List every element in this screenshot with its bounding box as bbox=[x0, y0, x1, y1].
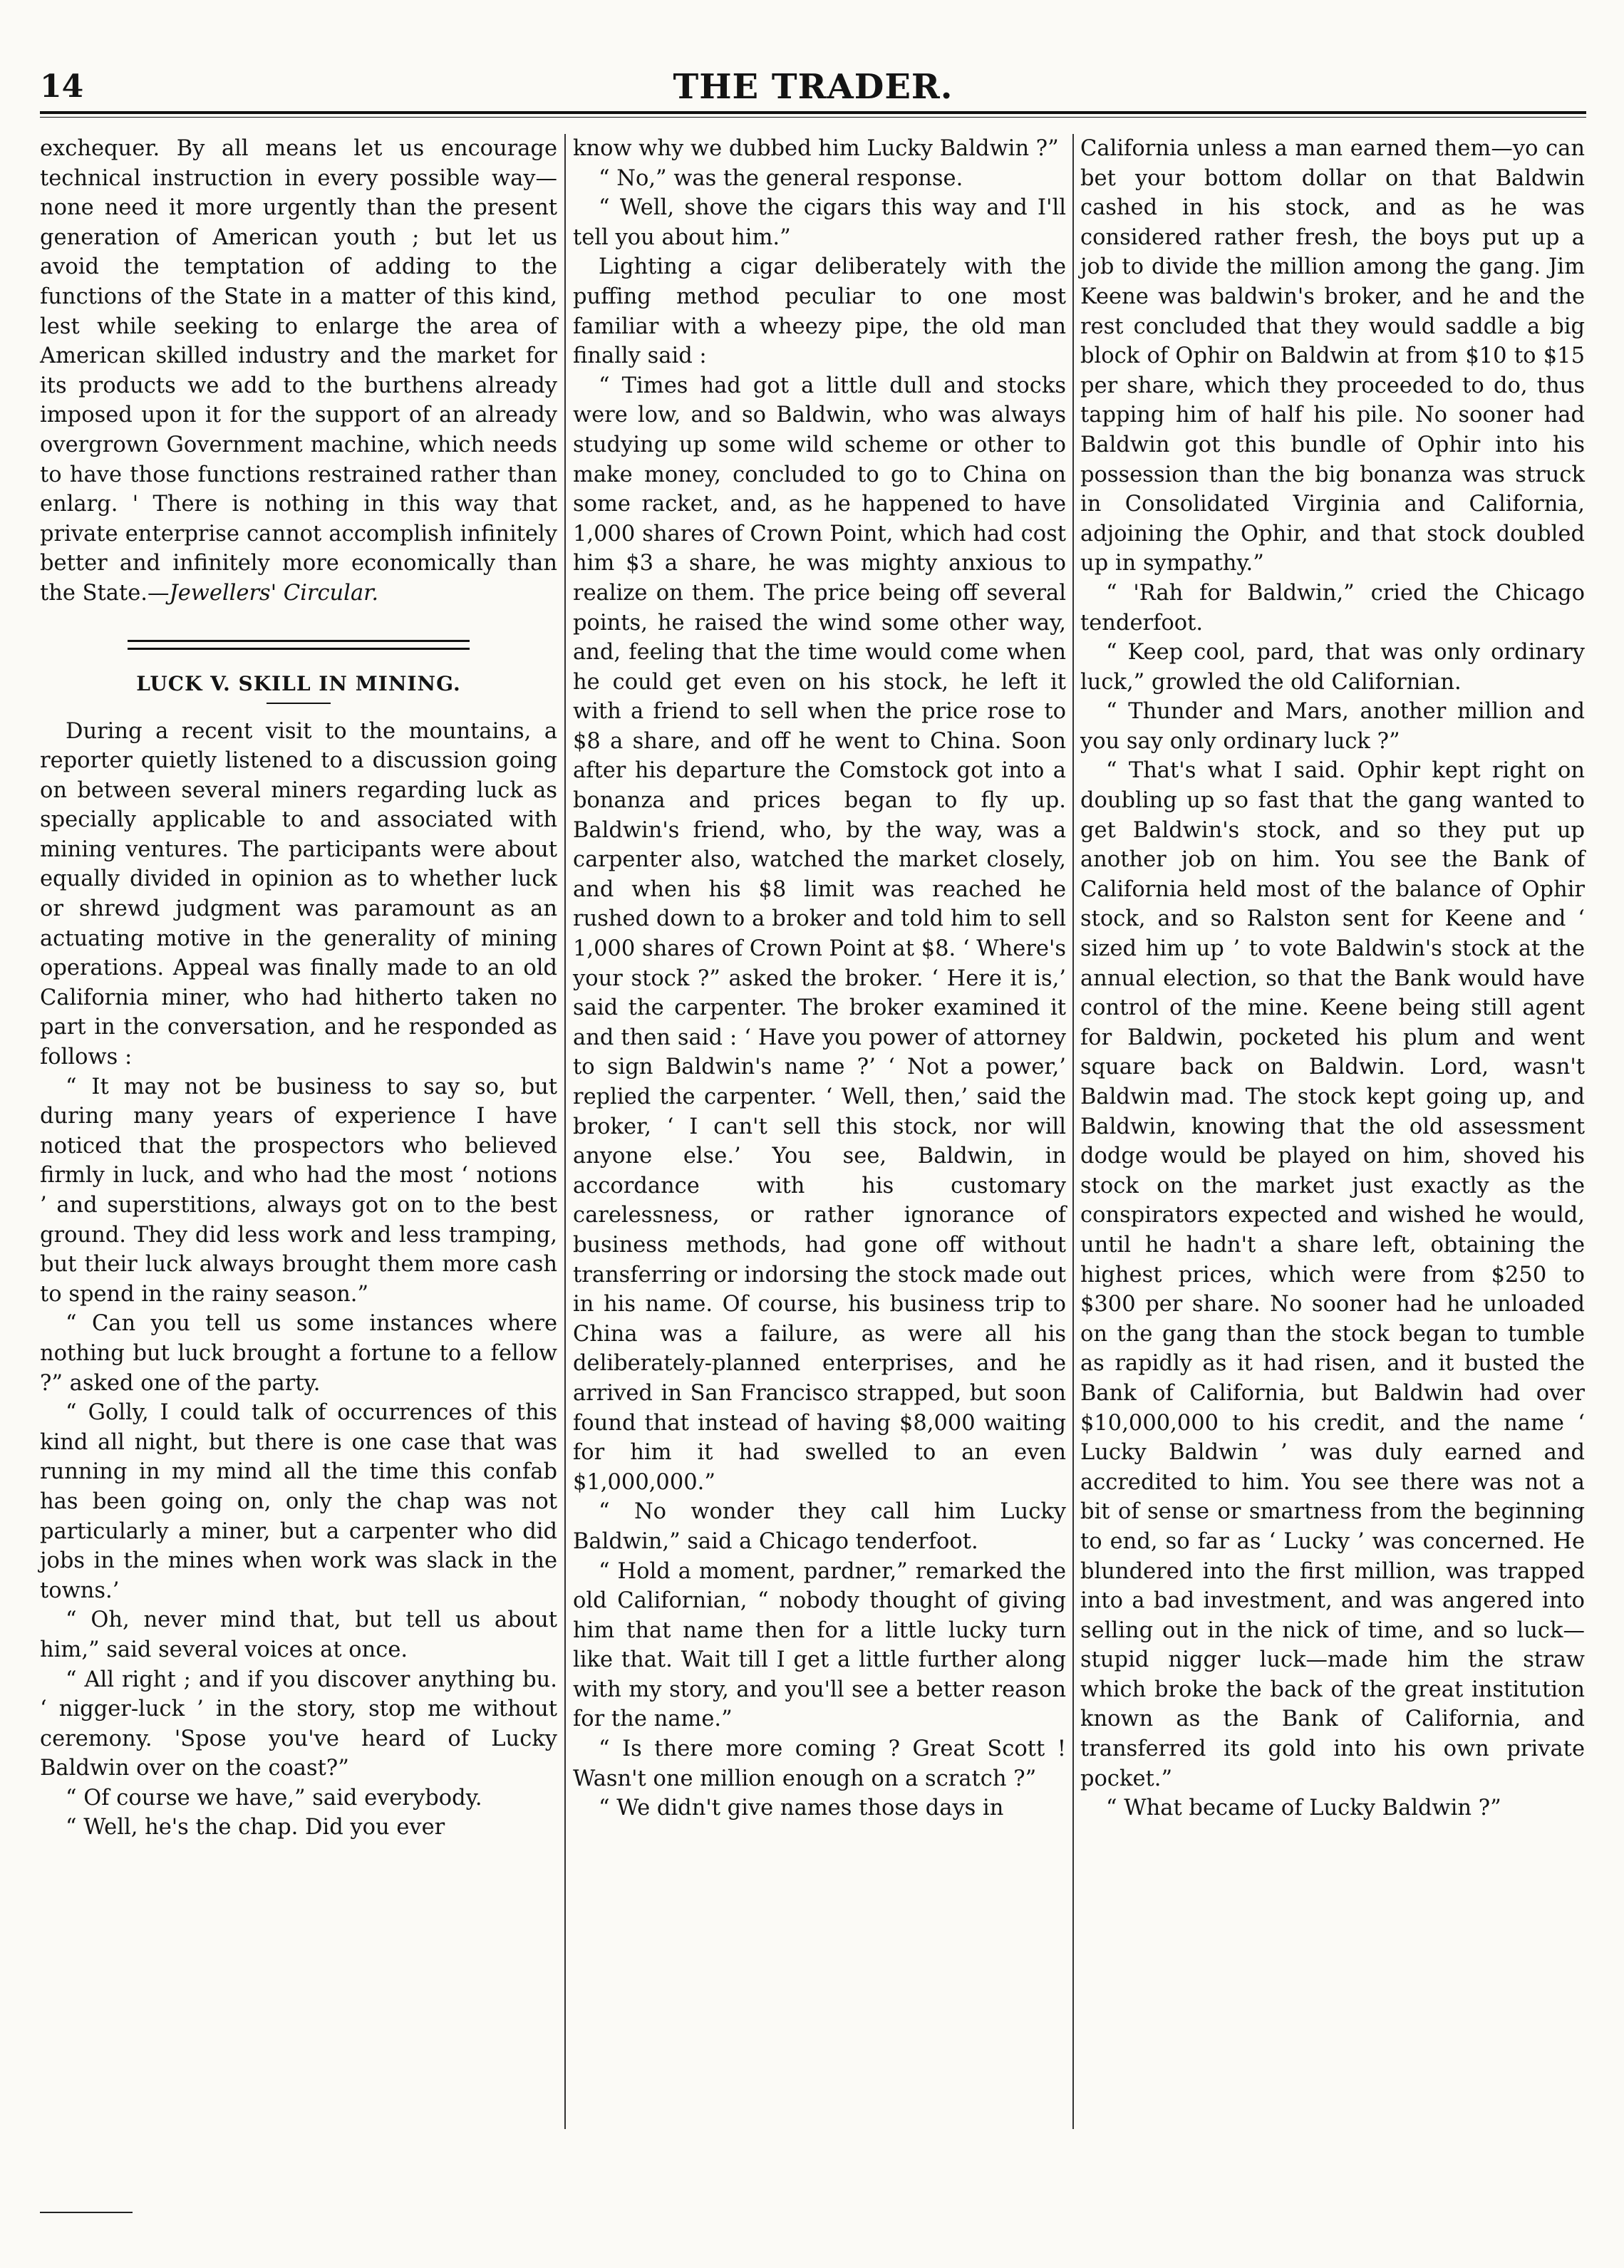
paragraph: “ What became of Lucky Baldwin ?” bbox=[1106, 1796, 1501, 1821]
paragraph: California unless a man earned them—yo can bet your bottom dollar on that Baldwin cashed in his stock, and as he was considered rather fresh, the boys put up a job to divide the million among the gang. Jim Keene was baldwin's broker, and he and the rest concluded that they would saddle a big block of Ophir on Baldwin at from $10 to $15 per share, which they proceeded to do, thus tapping him of half his pile. No sooner had Baldwin got this bundle of Ophir into his possession than the big bonanza was struck in Consolidated Virginia and California, adjoining the Ophir, and that stock doubled up in sympathy.” bbox=[1080, 136, 1585, 576]
paragraph: “ Golly, I could talk of occurrences of this kind all night, but there is one case that was running in my mind all the time this confab has been going on, only the chap was not particularly a miner, but a carpenter who did jobs in the mines when work was slack in the towns.’ bbox=[40, 1400, 557, 1603]
paragraph: “ Hold a moment, pardner,” remarked the old Californian, “ nobody thought of giving him that name then for a little lucky turn like that. Wait till I get a little further along with my story, and you'll see a better reason for the name.” bbox=[573, 1558, 1066, 1732]
paragraph: “ Keep cool, pard, that was only ordinary luck,” growled the old Californian. bbox=[1080, 640, 1585, 695]
column-2 bbox=[573, 134, 1066, 2186]
header-rule-thin bbox=[40, 117, 1586, 118]
section-divider bbox=[128, 640, 470, 650]
heading-rule bbox=[267, 703, 331, 704]
column-3 bbox=[1080, 134, 1585, 2186]
paragraph: “ Is there more coming ? Great Scott ! Wasn't one million enough on a scratch ?” bbox=[573, 1736, 1066, 1791]
paragraph: know why we dubbed him Lucky Baldwin ?” bbox=[573, 136, 1059, 161]
paragraph: “ Times had got a little dull and stocks were low, and so Baldwin, who was always studying up some wild scheme or other to make money, concluded to go to China on some racket, and, as he happened to have 1,000 shares of Crown Point, which had cost him $3 a share, he was mighty anxious to realize on them. The price being off several points, he raised the wind some other way, and, feeling that the time would come when he could get even on his stock, he left it with a friend to sell when the price rose to $8 a share, and off he went to China. Soon after his departure the Comstock got into a bonanza and prices began to fly up. Baldwin's friend, who, by the way, was a carpenter also, watched the market closely, and when his $8 limit was reached he rushed down to a broker and told him to sell 1,000 shares of Crown Point at $8. ‘ Where's your stock ?” asked the broker. ‘ Here it is,’ said the carpenter. The broker examined it and then said : ‘ Have you power of attorney to sign Baldwin's name ?’ ‘ Not a power,’ replied the carpenter. ‘ Well, then,’ said the broker, ‘ I can't sell this stock, nor will anyone else.’ You see, Baldwin, in accordance with his customary carelessness, or rather ignorance of business methods, had gone off without transferring or indorsing the stock made out in his name. Of course, his business trip to China was a failure, as were all his deliberately-planned enterprises, and he arrived in San Francisco strapped, but soon found that instead of having $8,000 waiting for him it had swelled to an even $1,000,000.” bbox=[573, 373, 1067, 1495]
column-1 bbox=[40, 134, 557, 2186]
intro-text: exchequer. By all means let us encourage technical instruction in every possible way—none need it more urgently than the present generation of American youth ; but let us avoid the temptation of adding to the functions of the State in a matter of this kind, lest while seeking to enlarge the area of American skilled industry and the market for its products we add to the burthens already imposed upon it for the support of an already overgrown Government machine, which needs to have those functions restrained rather than enlarg. ' There is nothing in this way that private enterprise cannot accomplish infinitely better and infinitely more economically than the State.— bbox=[40, 136, 557, 606]
paragraph: “ Thunder and Mars, another million and you say only ordinary luck ?” bbox=[1080, 699, 1585, 754]
paragraph: “ Well, shove the cigars this way and I'll tell you about him.” bbox=[573, 195, 1066, 250]
header-rule bbox=[40, 111, 1586, 114]
paragraph: “ We didn't give names those days in bbox=[599, 1796, 1004, 1821]
paragraph: “ Of course we have,” said everybody. bbox=[66, 1785, 482, 1811]
masthead-title: THE TRADER. bbox=[673, 67, 953, 107]
intro-paragraph bbox=[40, 134, 557, 609]
column-divider-2 bbox=[1072, 134, 1074, 2129]
source-credit: Jewellers' Circular. bbox=[169, 580, 379, 606]
article-heading: LUCK V. SKILL IN MINING. bbox=[136, 671, 461, 695]
paragraph: “ It may not be business to say so, but during many years of experience I have noticed that the prospectors who believed firmly in luck, and who had the most ‘ notions ’ and superstitions, always got on to the best ground. They did less work and less tramping, but their luck always brought them more cash to spend in the rainy season.” bbox=[40, 1074, 557, 1307]
paragraph: During a recent visit to the mountains, a reporter quietly listened to a discussion going on between several miners regarding luck as specially applicable to and associated with mining ventures. The participants were about equally divided in opinion as to whether luck or shrewd judgment was paramount as an actuating motive in the generality of mining operations. Appeal was finally made to an old California miner, who had hitherto taken no part in the conversation, and he responded as follows : bbox=[40, 718, 557, 1070]
paragraph: “ 'Rah for Baldwin,” cried the Chicago tenderfoot. bbox=[1080, 580, 1585, 636]
paragraph: “ Can you tell us some instances where nothing but luck brought a fortune to a fellow ?” asked one of the party. bbox=[40, 1311, 557, 1396]
page-header bbox=[40, 66, 1586, 108]
paragraph: “ Oh, never mind that, but tell us about him,” said several voices at once. bbox=[40, 1607, 557, 1662]
paragraph: “ No wonder they call him Lucky Baldwin,” said a Chicago tenderfoot. bbox=[573, 1499, 1066, 1554]
paragraph: “ That's what I said. Ophir kept right on doubling up so fast that the gang wanted to get Baldwin's stock, and so they put up another job on him. You see the Bank of California held most of the balance of Ophir stock, and so Ralston sent for Keene and ‘ sized him up ’ to vote Baldwin's stock at the annual election, so that the Bank would have control of the mine. Keene being still agent for Baldwin, pocketed his plum and went square back on Baldwin. Lord, wasn't Baldwin mad. The stock kept going up, and Baldwin, knowing that the old assessment dodge would be played on him, shoved his stock on the market just exactly as the conspirators expected and wished he would, until he hadn't a share left, obtaining the highest prices, which were from $250 to $300 per share. No sooner had he unloaded on the gang than the stock began to tumble as rapidly as it had risen, and it busted the Bank of California, but Baldwin had over $10,000,000 to his credit, and the name ‘ Lucky Baldwin ’ was duly earned and accredited to him. You see there was not a bit of sense or smartness from the beginning to end, so far as ‘ Lucky ’ was concerned. He blundered into the first million, was trapped into a bad investment, and was angered into selling out in the nick of time, and so luck—stupid nigger luck—made him the straw which broke the back of the great institution known as the Bank of California, and transferred its gold into his own private pocket.” bbox=[1080, 758, 1585, 1791]
page-number: 14 bbox=[40, 68, 84, 105]
footer-rule bbox=[40, 2212, 133, 2213]
paragraph: “ No,” was the general response. bbox=[599, 165, 963, 191]
paragraph: “ Well, he's the chap. Did you ever bbox=[66, 1815, 445, 1840]
column-divider-1 bbox=[564, 134, 566, 2129]
paragraph: “ All right ; and if you discover anything bu. ‘ nigger-luck ’ in the story, stop me without ceremony. 'Spose you've heard of Lucky Baldwin over on the coast?” bbox=[40, 1667, 557, 1781]
paragraph: Lighting a cigar deliberately with the puffing method peculiar to one most familiar with a wheezy pipe, the old man finally said : bbox=[573, 254, 1066, 369]
